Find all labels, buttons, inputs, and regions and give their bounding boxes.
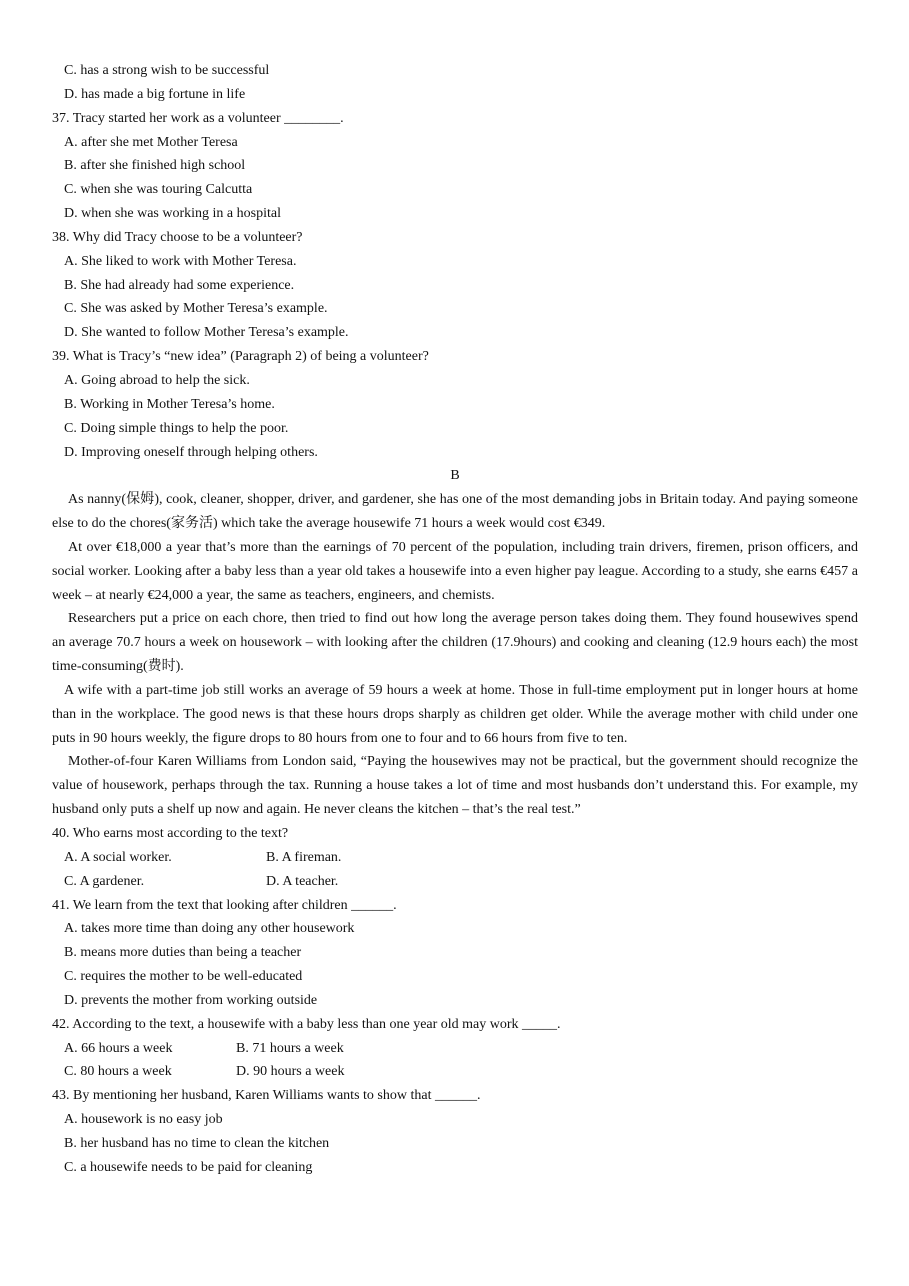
option-42b: B. 71 hours a week (236, 1040, 344, 1056)
option-43a: A. housework is no easy job (64, 1112, 223, 1128)
passage-paragraph-4: A wife with a part-time job still works an average of 59 hours a week at home. Those in full-time employment put in longer hours at home than in the workplace. The good news is that these hours drops sharply as children get older. While the average mother with child under one puts in 90 hours weekly, the figure drops to 80 hours from one to four and to 66 hours from five to ten. (52, 682, 858, 746)
option-39d: D. Improving oneself through helping others. (64, 444, 318, 460)
option-39a: A. Going abroad to help the sick. (64, 372, 250, 388)
question-38-stem: 38. Why did Tracy choose to be a volunteer? (52, 229, 303, 245)
option-row-42cd (52, 1060, 858, 1084)
option-43b: B. her husband has no time to clean the kitchen (64, 1135, 330, 1151)
option-40c: C. A gardener. (64, 873, 145, 889)
option-39c: C. Doing simple things to help the poor. (64, 420, 289, 436)
option-37d: D. when she was working in a hospital (64, 206, 281, 222)
option-38d: D. She wanted to follow Mother Teresa’s example. (64, 325, 349, 341)
option-41c: C. requires the mother to be well-educated (64, 969, 303, 985)
exam-page (52, 59, 858, 1180)
question-41-stem: 41. We learn from the text that looking after children ______. (52, 897, 397, 913)
passage-paragraph-2: At over €18,000 a year that’s more than the earnings of 70 percent of the population, including train drivers, firemen, prison officers, and social worker. Looking after a baby less than a year old takes a housewife into a even higher pay league. According to a study, she earns €457 a week – at nearly €24,000 a year, the same as teachers, engineers, and chemists. (52, 539, 858, 603)
section-title: B (450, 468, 460, 484)
option-row-40cd (52, 870, 858, 894)
option-40d: D. A teacher. (266, 873, 339, 889)
option-36d: D. has made a big fortune in life (64, 86, 246, 102)
option-38c: C. She was asked by Mother Teresa’s example. (64, 301, 328, 317)
option-36c: C. has a strong wish to be successful (64, 63, 270, 78)
option-row-40ab (52, 846, 858, 870)
question-37-stem: 37. Tracy started her work as a volunteer ________. (52, 110, 344, 126)
option-37a: A. after she met Mother Teresa (64, 134, 238, 150)
option-39b: B. Working in Mother Teresa’s home. (64, 396, 275, 412)
option-40a: A. A social worker. (64, 849, 172, 865)
option-38a: A. She liked to work with Mother Teresa. (64, 253, 297, 269)
option-40b: B. A fireman. (266, 849, 342, 865)
option-41d: D. prevents the mother from working outside (64, 992, 318, 1008)
option-42c: C. 80 hours a week (64, 1064, 172, 1080)
option-37c: C. when she was touring Calcutta (64, 182, 253, 198)
question-43-stem: 43. By mentioning her husband, Karen Williams wants to show that ______. (52, 1088, 481, 1104)
passage-paragraph-5: Mother-of-four Karen Williams from London said, “Paying the housewives may not be practical, but the government should recognize the value of housework, perhaps through the tax. Running a house takes a lot of time and most husbands don’t understand this. For example, my husband only puts a shelf up now and again. He never cleans the kitchen – that’s the real test.” (52, 754, 858, 818)
option-42a: A. 66 hours a week (64, 1040, 173, 1056)
question-39-stem: 39. What is Tracy’s “new idea” (Paragraph 2) of being a volunteer? (52, 349, 429, 365)
option-42d: D. 90 hours a week (236, 1064, 345, 1080)
question-42-stem: 42. According to the text, a housewife with a baby less than one year old may work _____. (52, 1016, 561, 1032)
option-41b: B. means more duties than being a teacher (64, 945, 302, 961)
option-38b: B. She had already had some experience. (64, 277, 295, 293)
option-43c: C. a housewife needs to be paid for cleaning (64, 1159, 313, 1175)
passage-paragraph-1: As nanny(保姆), cook, cleaner, shopper, driver, and gardener, she has one of the most demanding jobs in Britain today. And paying someone else to do the chores(家务活) which take the average housewife 71 hours a week would cost €349. (52, 492, 858, 532)
option-row-42ab (52, 1037, 858, 1061)
passage-paragraph-3: Researchers put a price on each chore, then tried to find out how long the average person takes doing them. They found housewives spend an average 70.7 hours a week on housework – with looking after the children (17.9hours) and cooking and cleaning (12.9 hours each) the most time-consuming(费时). (52, 611, 858, 675)
question-40-stem: 40. Who earns most according to the text? (52, 826, 289, 841)
option-37b: B. after she finished high school (64, 158, 246, 174)
option-41a: A. takes more time than doing any other housework (64, 921, 355, 937)
